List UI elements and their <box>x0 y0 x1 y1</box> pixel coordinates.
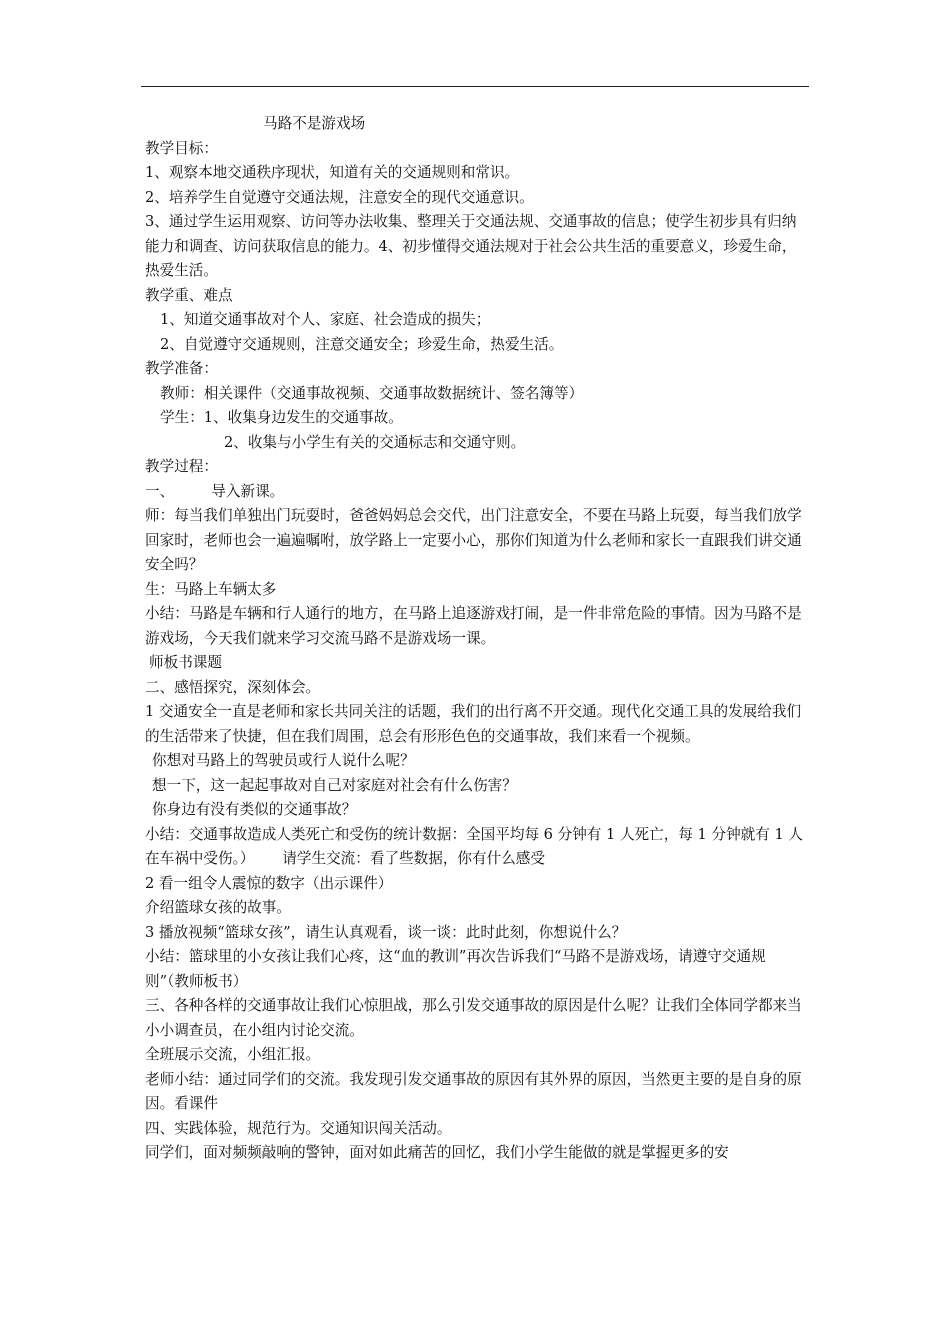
document-lines <box>145 137 809 1166</box>
paragraph-line: 1 交通安全一直是老师和家长共同关注的话题，我们的出行离不开交通。现代化交通工具的发展给我们的生活带来了快捷，但在我们周围，总会有形形色色的交通事故，我们来看一个视频。 <box>145 703 802 745</box>
paragraph-line: 师：每当我们单独出门玩耍时，爸爸妈妈总会交代，出门注意安全，不要在马路上玩耍，每当我们放学回家时，老师也会一遍遍嘱咐，放学路上一定要小心，那你们知道为什么老师和家长一直跟我们讲交通安全吗？ <box>145 507 802 573</box>
paragraph-line: 小结：篮球里的小女孩让我们心疼，这“血的教训”再次告诉我们“马路不是游戏场，请遵守交通规则”（教师板书） <box>145 948 766 990</box>
paragraph-line: 小结：交通事故造成人类死亡和受伤的统计数据：全国平均每 6 分钟有 1 人死亡，每 1 分钟就有 1 人在车祸中受伤。） 请学生交流：看了些数据，你有什么感受 <box>145 825 804 867</box>
paragraph-line: 一、 导入新课。 <box>145 482 285 500</box>
paragraph-line: 2、自觉遵守交通规则，注意交通安全；珍爱生命，热爱生活。 <box>160 335 564 353</box>
paragraph-line: 教学目标： <box>145 139 218 157</box>
document-body <box>145 112 809 1166</box>
paragraph-line: 2、收集与小学生有关的交通标志和交通守则。 <box>224 433 526 451</box>
paragraph-line: 3 播放视频“篮球女孩”，请生认真观看，谈一谈：此时此刻，你想说什么？ <box>145 923 627 941</box>
paragraph-line: 介绍篮球女孩的故事。 <box>145 899 291 916</box>
paragraph-line: 2、培养学生自觉遵守交通法规，注意安全的现代交通意识。 <box>145 188 534 206</box>
paragraph-line: 你想对马路上的驾驶员或行人说什么呢？ <box>152 752 415 769</box>
paragraph-line: 老师小结：通过同学们的交流。我发现引发交通事故的原因有其外界的原因，当然更主要的是自身的原因。看课件 <box>145 1070 802 1112</box>
paragraph-line: 师板书课题 <box>149 654 222 671</box>
paragraph-line: 3、通过学生运用观察、访问等办法收集、整理关于交通法规、交通事故的信息；使学生初步具有归纳能力和调查、访问获取信息的能力。4、初步懂得交通法规对于社会公共生活的重要意义，珍爱生命，热爱生活。 <box>145 213 797 279</box>
paragraph-line: 二、感悟探究，深刻体会。 <box>145 678 321 696</box>
paragraph-line: 小结：马路是车辆和行人通行的地方，在马路上追逐游戏打闹，是一件非常危险的事情。因为马路不是游戏场，今天我们就来学习交流马路不是游戏场一课。 <box>145 605 802 647</box>
paragraph-line: 2 看一组令人震惊的数字（出示课件） <box>145 874 393 892</box>
paragraph-line: 想一下，这一起起事故对自己对家庭对社会有什么伤害？ <box>152 776 517 794</box>
paragraph-line: 1、观察本地交通秩序现状，知道有关的交通规则和常识。 <box>145 164 520 181</box>
paragraph-line: 1、知道交通事故对个人、家庭、社会造成的损失； <box>160 311 491 328</box>
paragraph-line: 生：马路上车辆太多 <box>145 580 277 598</box>
paragraph-line: 教学准备： <box>145 360 218 377</box>
document-title: 马路不是游戏场 <box>263 115 366 132</box>
paragraph-line: 你身边有没有类似的交通事故？ <box>152 801 357 818</box>
paragraph-line: 三、各种各样的交通事故让我们心惊胆战，那么引发交通事故的原因是什么呢？让我们全体同学都来当小小调查员，在小组内讨论交流。 <box>145 997 802 1039</box>
paragraph-line: 同学们，面对频频敲响的警钟，面对如此痛苦的回忆，我们小学生能做的就是掌握更多的安 <box>145 1144 729 1161</box>
paragraph-line: 教学重、难点 <box>145 286 233 304</box>
header-rule <box>141 86 809 87</box>
paragraph-line: 教学过程： <box>145 458 218 475</box>
paragraph-line: 全班展示交流，小组汇报。 <box>145 1046 321 1063</box>
paragraph-line: 教师：相关课件（交通事故视频、交通事故数据统计、签名簿等） <box>160 384 584 402</box>
paragraph-line: 四、实践体验，规范行为。交通知识闯关活动。 <box>145 1119 452 1137</box>
paragraph-line: 学生：1、收集身边发生的交通事故。 <box>160 409 403 426</box>
